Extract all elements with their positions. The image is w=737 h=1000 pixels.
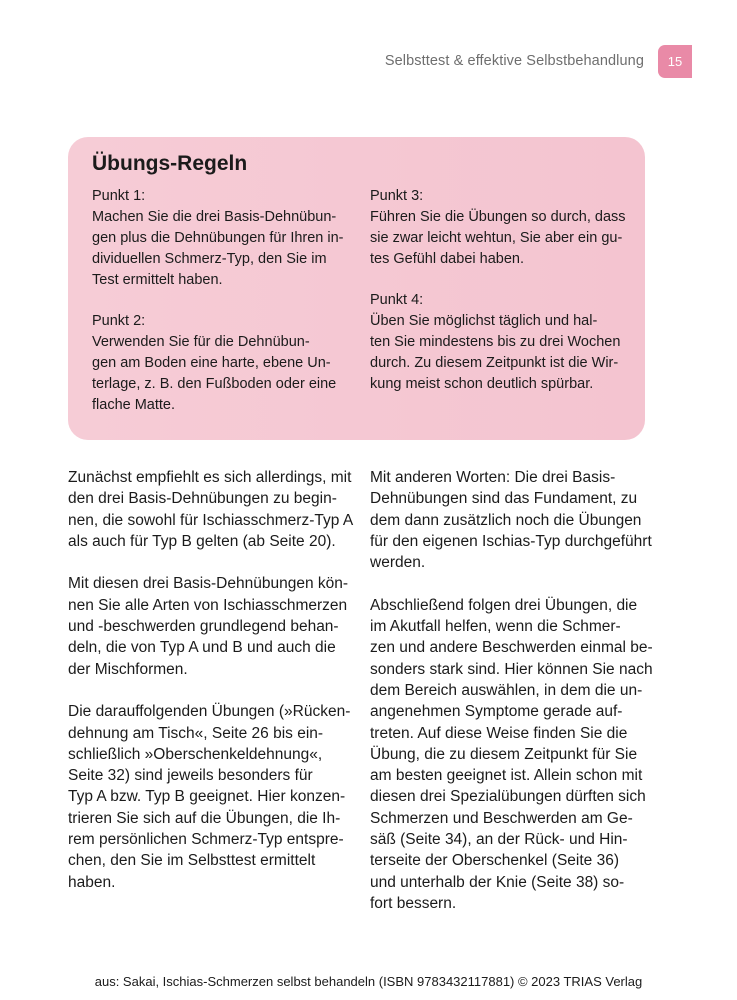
body-line: treten. Auf diese Weise finden Sie die: [370, 724, 628, 742]
body-line: Mit diesen drei Basis-Dehnübungen kön-: [68, 575, 349, 593]
body-line: rem persönlichen Schmerz-Typ entspre-: [68, 831, 344, 849]
body-line: säß (Seite 34), an der Rück- und Hin-: [370, 831, 628, 849]
body-line: zen und andere Beschwerden einmal be-: [370, 639, 653, 657]
rule-line: kung meist schon deutlich spürbar.: [370, 376, 594, 392]
body-line: nen Sie alle Arten von Ischiasschmerzen: [68, 596, 348, 614]
rule-label: Punkt 2:: [92, 313, 146, 329]
source-footer: aus: Sakai, Ischias-Schmerzen selbst behandeln (ISBN 9783432117881) © 2023 TRIAS Verlag: [94, 974, 643, 989]
rule-label: Punkt 3:: [370, 188, 424, 204]
body-line: Die darauffolgenden Übungen (»Rücken-: [68, 703, 351, 721]
rule-line: sie zwar leicht wehtun, Sie aber ein gu-: [370, 230, 623, 246]
body-line: Seite 32) sind jeweils besonders für: [68, 767, 313, 785]
rule-line: Test ermittelt haben.: [92, 272, 223, 288]
rule-item-1: [92, 186, 344, 291]
body-line: trieren Sie sich auf die Übungen, die Ih-: [68, 809, 341, 827]
rule-label: Punkt 4:: [370, 292, 424, 308]
rule-line: dividuellen Schmerz-Typ, den Sie im: [92, 251, 327, 267]
body-line: Typ A bzw. Typ B geeignet. Hier konzen-: [68, 788, 346, 806]
rule-line: Üben Sie möglichst täglich und hal-: [370, 313, 598, 329]
body-line: sonders stark sind. Hier können Sie nach: [370, 660, 653, 678]
rule-line: gen am Boden eine harte, ebene Un-: [92, 355, 331, 371]
body-line: deln, die von Typ A und B und auch die: [68, 639, 336, 657]
body-line: dehnung am Tisch«, Seite 26 bis ein-: [68, 724, 324, 742]
body-line: Abschließend folgen drei Übungen, die: [370, 596, 638, 614]
body-line: Übung, die zu diesem Zeitpunkt für Sie: [370, 745, 638, 763]
body-line: Zunächst empfiehlt es sich allerdings, mit: [68, 469, 352, 486]
rule-item-3: [370, 186, 626, 270]
rule-item-4: [370, 290, 620, 395]
body-line: und -beschwerden grundlegend behan-: [68, 618, 339, 636]
rule-line: durch. Zu diesem Zeitpunkt ist die Wir-: [370, 355, 619, 371]
body-right-column: [370, 467, 653, 936]
body-line: den drei Basis-Dehnübungen zu begin-: [68, 490, 337, 508]
rule-line: Führen Sie die Übungen so durch, dass: [370, 209, 626, 225]
body-line: nen, die sowohl für Ischiasschmerz-Typ A: [68, 511, 354, 529]
rules-title: Übungs-Regeln: [92, 152, 248, 175]
body-line: der Mischformen.: [68, 660, 188, 678]
body-paragraph: [68, 701, 353, 893]
body-line: Dehnübungen sind das Fundament, zu: [370, 490, 638, 508]
body-line: werden.: [370, 554, 426, 572]
body-line: Mit anderen Worten: Die drei Basis-: [370, 469, 616, 486]
page-number-badge: 15: [658, 45, 692, 78]
body-line: dem dann zusätzlich noch die Übungen: [370, 511, 642, 529]
body-line: im Akutfall helfen, wenn die Schmer-: [370, 618, 621, 636]
body-line: und unterhalb der Knie (Seite 38) so-: [370, 873, 625, 891]
body-line: angenehmen Symptome gerade auf-: [370, 703, 623, 721]
body-line: terseite der Oberschenkel (Seite 36): [370, 852, 619, 870]
body-line: haben.: [68, 873, 116, 891]
running-header-title: Selbsttest & effektive Selbstbehandlung: [384, 53, 644, 69]
body-left-column: [68, 467, 353, 914]
body-paragraph: [370, 595, 653, 914]
body-paragraph: [68, 467, 353, 552]
body-line: chen, den Sie im Selbsttest ermittelt: [68, 852, 316, 870]
body-paragraph: [68, 573, 353, 679]
rule-line: Machen Sie die drei Basis-Dehnübun-: [92, 209, 337, 225]
body-line: fort bessern.: [370, 894, 457, 912]
body-line: diesen drei Spezialübungen dürften sich: [370, 788, 646, 806]
body-line: schließlich »Oberschenkeldehnung«,: [68, 745, 323, 763]
rule-line: gen plus die Dehnübungen für Ihren in-: [92, 230, 344, 246]
body-line: Schmerzen und Beschwerden am Ge-: [370, 809, 633, 827]
rule-line: flache Matte.: [92, 397, 176, 413]
body-line: als auch für Typ B gelten (ab Seite 20).: [68, 532, 336, 550]
rule-line: terlage, z. B. den Fußboden oder eine: [92, 376, 337, 392]
body-line: dem Bereich auswählen, in dem die un-: [370, 681, 643, 699]
rule-line: Verwenden Sie für die Dehnübun-: [92, 334, 310, 350]
body-paragraph: [370, 467, 653, 573]
rule-item-2: [92, 311, 336, 416]
rule-label: Punkt 1:: [92, 188, 146, 204]
rule-line: tes Gefühl dabei haben.: [370, 251, 524, 267]
body-line: am besten geeignet ist. Allein schon mit: [370, 767, 643, 785]
rule-line: ten Sie mindestens bis zu drei Wochen: [370, 334, 621, 350]
body-line: für den eigenen Ischias-Typ durchgeführt: [370, 532, 652, 550]
